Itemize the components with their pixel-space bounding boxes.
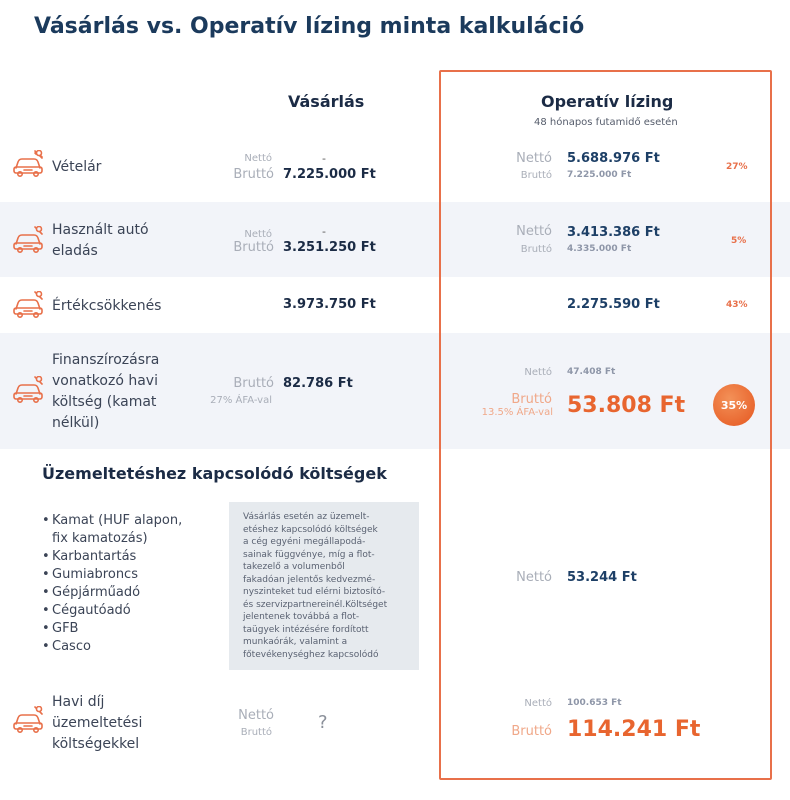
lease-netto-label: Nettó [516, 151, 552, 166]
lease-netto-label: Nettó [524, 698, 552, 709]
lease-column-header: Operatív lízing [541, 92, 674, 111]
purchase-netto-label: Nettó [244, 153, 272, 164]
row-label-monthly-3: költségekkel [52, 736, 140, 752]
row-label-used-1: Használt autó [52, 222, 149, 238]
purchase-brutto-label: Bruttó [240, 727, 272, 738]
financing-lease-netto: 47.408 Ft [567, 367, 616, 377]
row-label-monthly-2: üzemeltetési [52, 715, 143, 731]
operating-section-title: Üzemeltetéshez kapcsolódó költségek [42, 464, 387, 483]
lease-brutto-label: Bruttó [520, 244, 552, 255]
used-pct: 5% [731, 236, 747, 246]
row-label-price: Vételár [52, 159, 102, 175]
monthly-lease-brutto: 114.241 Ft [567, 717, 701, 742]
lease-brutto-label: Bruttó [511, 724, 552, 739]
price-lease-netto: 5.688.976 Ft [567, 151, 660, 166]
depreciation-purchase: 3.973.750 Ft [283, 297, 376, 312]
operating-lease-netto: 53.244 Ft [567, 570, 637, 585]
row-label-financing-2: vonatkozó havi [52, 373, 158, 389]
row-label-monthly-1: Havi díj [52, 694, 105, 710]
purchase-netto-dash: - [322, 152, 326, 165]
lease-column-subtitle: 48 hónapos futamidő esetén [534, 117, 678, 128]
price-purchase-brutto: 7.225.000 Ft [283, 167, 376, 182]
row-label-depreciation: Értékcsökkenés [52, 298, 162, 314]
depreciation-pct: 43% [726, 300, 748, 310]
purchase-brutto-label: Bruttó [233, 240, 274, 255]
financing-lease-brutto: 53.808 Ft [567, 393, 686, 418]
row-label-financing-3: költség (kamat [52, 394, 157, 410]
vat27-label: 27% ÁFA-val [210, 395, 272, 406]
list-item: fix kamatozás) [52, 531, 148, 546]
depreciation-lease: 2.275.590 Ft [567, 297, 660, 312]
purchase-column-header: Vásárlás [288, 92, 365, 111]
lease-netto-label: Nettó [524, 367, 552, 378]
car-percent-icon [12, 291, 46, 319]
operating-cost-list [42, 512, 182, 656]
row-label-financing-1: Finanszírozásra [52, 352, 160, 368]
operating-note-box: Vásárlás esetén az üzemelt- etéshez kapcsolódó költségek a cég egyéni megállapodá- sainak függvénye, míg a flot- takezelő a volumenből fakadóan jelentős kedvezmé- nyszinteket tud elérni biztosító- és szervizpartnereinél.Költséget jelentenek továbbá a flot- taügyek intézésére fordított munkaórák, valamint a főtevékenységhez kapcsolódó [229, 502, 419, 670]
car-percent-icon [12, 150, 46, 178]
car-percent-icon [12, 706, 46, 734]
list-item: • GFB [42, 621, 79, 636]
used-lease-brutto: 4.335.000 Ft [567, 244, 632, 254]
list-item: • Gumiabroncs [42, 567, 138, 582]
purchase-brutto-label: Bruttó [233, 376, 274, 391]
used-purchase-brutto: 3.251.250 Ft [283, 240, 376, 255]
list-item: • Cégautóadó [42, 603, 131, 618]
list-item: • Casco [42, 639, 91, 654]
purchase-brutto-label: Bruttó [233, 167, 274, 182]
purchase-netto-label: Nettó [244, 229, 272, 240]
list-item: • Karbantartás [42, 549, 137, 564]
price-lease-brutto: 7.225.000 Ft [567, 170, 632, 180]
purchase-unknown-mark: ? [318, 712, 328, 733]
purchase-netto-dash: - [322, 225, 326, 238]
lease-brutto-label: Bruttó [520, 170, 552, 181]
list-item: • Kamat (HUF alapon, [42, 513, 183, 528]
lease-netto-label: Nettó [516, 570, 552, 585]
lease-brutto-label: Bruttó [511, 392, 552, 407]
financing-purchase-brutto: 82.786 Ft [283, 376, 353, 391]
financing-pct-badge: 35% [713, 384, 755, 426]
row-label-financing-4: nélkül) [52, 415, 100, 431]
price-pct: 27% [726, 162, 748, 172]
monthly-lease-netto: 100.653 Ft [567, 698, 622, 708]
row-label-used-2: eladás [52, 243, 98, 259]
car-percent-icon [12, 226, 46, 254]
purchase-netto-label: Nettó [238, 708, 274, 723]
page-title: Vásárlás vs. Operatív lízing minta kalkuláció [34, 14, 585, 39]
lease-netto-label: Nettó [516, 224, 552, 239]
vat135-label: 13.5% ÁFA-val [481, 407, 553, 418]
used-lease-netto: 3.413.386 Ft [567, 225, 660, 240]
list-item: • Gépjárműadó [42, 585, 141, 600]
car-percent-icon [12, 376, 46, 404]
